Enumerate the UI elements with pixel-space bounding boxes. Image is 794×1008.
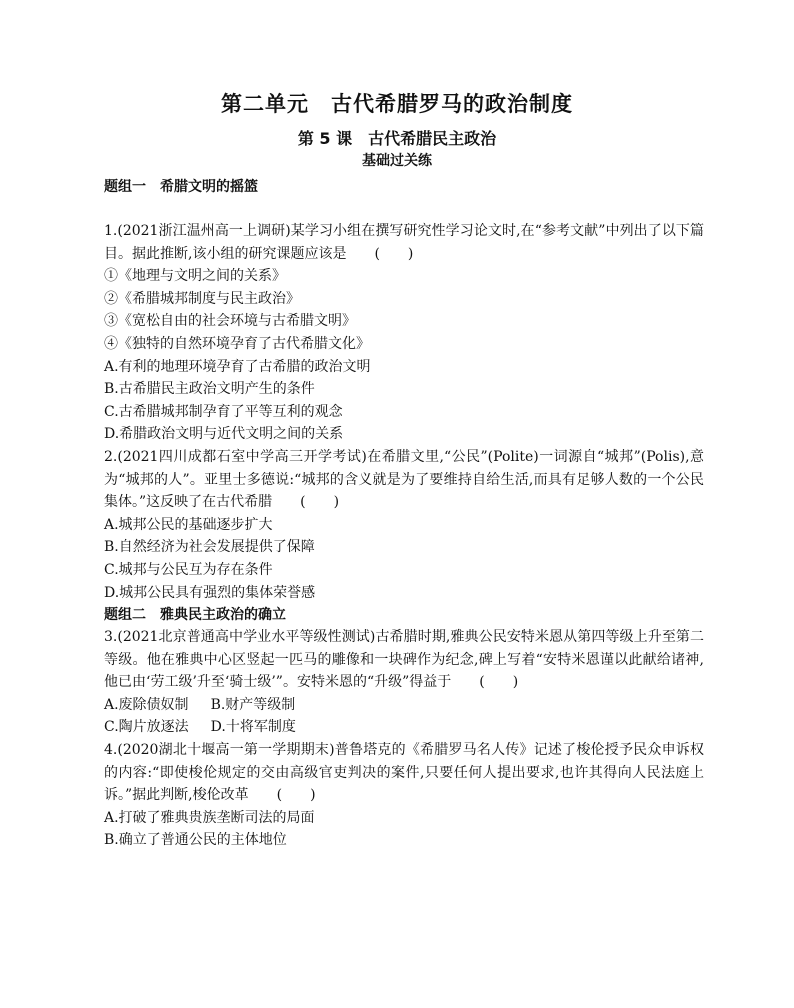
- question-4-option-a: A.打破了雅典贵族垄断司法的局面: [104, 809, 315, 826]
- document-body: [104, 176, 704, 852]
- question-1-option-a: A.有利的地理环境孕育了古希腊的政治文明: [104, 358, 371, 375]
- question-2-option-a: A.城邦公民的基础逐步扩大: [104, 516, 273, 533]
- question-4-stem: 4.(2020湖北十堰高一第一学期期末)普鲁塔克的《希腊罗马名人传》记述了梭伦授予民众申诉权的内容:“即使梭伦规定的交由高级官吏判决的案件,只要任何人提出要求,也许其得向人民法庭上诉。”据此判断,梭伦改革 ( ): [104, 742, 704, 804]
- question-1-option-c: C.古希腊城邦制孕育了平等互利的观念: [104, 403, 343, 420]
- question-3-option-d: D.十将军制度: [210, 719, 296, 736]
- section-title: 基础过关练: [362, 153, 432, 169]
- question-1-stem: 1.(2021浙江温州高一上调研)某学习小组在撰写研究性学习论文时,在“参考文献”中列出了以下篇目。据此推断,该小组的研究课题应该是 ( ): [104, 223, 704, 262]
- question-1-item-4: ④《独特的自然环境孕育了古代希腊文化》: [104, 335, 370, 352]
- question-1-option-b: B.古希腊民主政治文明产生的条件: [104, 381, 315, 398]
- question-3-option-a: A.废除债奴制: [104, 696, 189, 713]
- question-4-option-b: B.确立了普通公民的主体地位: [104, 832, 287, 849]
- question-3-option-c: C.陶片放逐法: [104, 719, 189, 736]
- question-1-item-3: ③《宽松自由的社会环境与古希腊文明》: [104, 313, 356, 330]
- question-1-item-1: ①《地理与文明之间的关系》: [104, 268, 286, 285]
- question-2-option-b: B.自然经济为社会发展提供了保障: [104, 539, 315, 556]
- question-2-stem: 2.(2021四川成都石室中学高三开学考试)在希腊文里,“公民”(Polite)一词源自“城邦”(Polis),意为“城邦的人”。亚里士多德说:“城邦的含义就是为了要维持自给生活,而具有足够人数的一个公民集体。”这反映了在古代希腊 ( ): [104, 448, 704, 511]
- question-3-option-b: B.财产等级制: [210, 696, 296, 713]
- question-3-options-row-1: [104, 694, 704, 717]
- question-2: [104, 446, 704, 604]
- unit-title: 第二单元 古代希腊罗马的政治制度: [221, 92, 573, 116]
- group-title-1: 题组一 希腊文明的摇篮: [104, 179, 258, 195]
- question-3: [104, 626, 704, 739]
- question-1-option-d: D.希腊政治文明与近代文明之间的关系: [104, 426, 344, 443]
- question-1-item-2: ②《希腊城邦制度与民主政治》: [104, 290, 300, 307]
- question-3-options-row-2: [104, 716, 704, 739]
- question-4: [104, 739, 704, 852]
- question-2-option-c: C.城邦与公民互为存在条件: [104, 561, 273, 578]
- question-1: [104, 220, 704, 446]
- group-title-2: 题组二 雅典民主政治的确立: [104, 607, 286, 624]
- question-3-stem: 3.(2021北京普通高中学业水平等级性测试)古希腊时期,雅典公民安特米恩从第四等级上升至第二等级。他在雅典中心区竖起一匹马的雕像和一块碑作为纪念,碑上写着“安特米恩谨以此献给诸神,他已由‘劳工级’升至‘骑士级’”。安特米恩的“升级”得益于 ( ): [104, 629, 704, 691]
- lesson-title: 第 5 课 古代希腊民主政治: [297, 129, 497, 148]
- question-2-option-d: D.城邦公民具有强烈的集体荣誉感: [104, 584, 316, 601]
